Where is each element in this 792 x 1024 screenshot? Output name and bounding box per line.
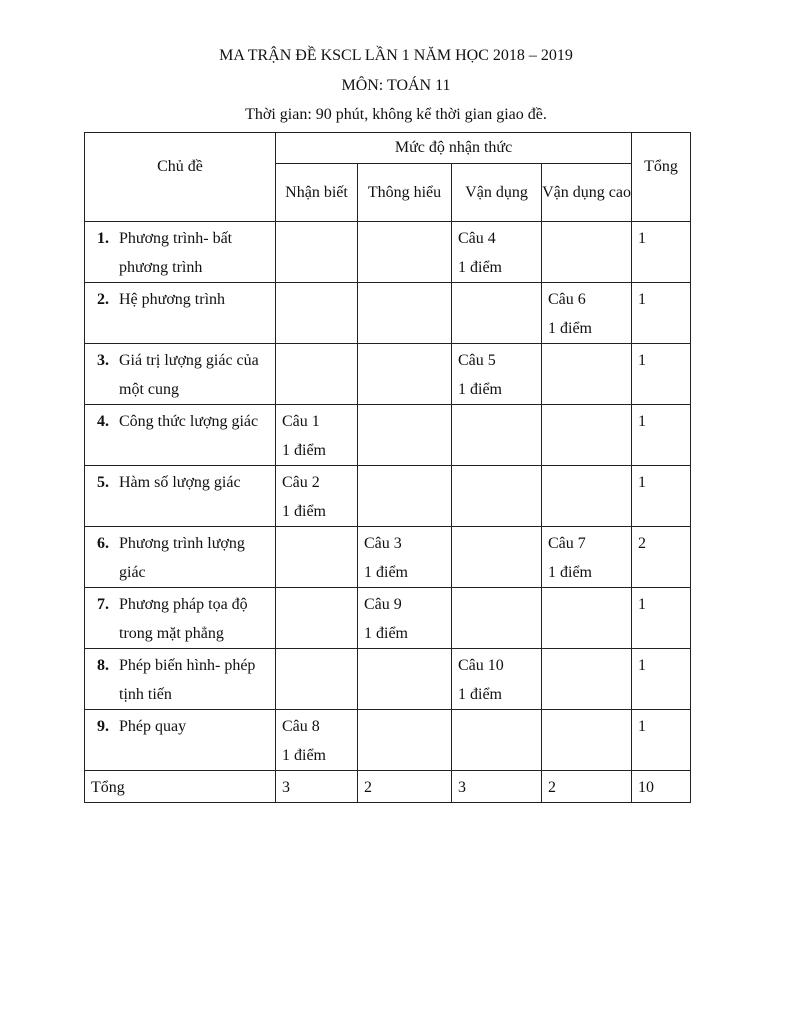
cell-recognize: [276, 344, 358, 405]
row-total-value: 1: [638, 596, 647, 613]
cell-apply: [452, 527, 542, 588]
level-total-value: 2: [548, 779, 556, 796]
topic-label: Phương trình lượng giác: [119, 535, 245, 581]
level-header-apply-high: Vận dụng cao: [542, 164, 632, 222]
cell-apply: [452, 344, 542, 405]
level-total-value: 2: [364, 779, 372, 796]
topic-number: 7.: [97, 596, 109, 613]
row-total-cell: [632, 588, 691, 649]
question-entry: [276, 649, 357, 651]
cell-recognize: [276, 710, 358, 771]
level-header-understand: Thông hiểu: [358, 164, 452, 222]
cell-recognize: [276, 222, 358, 283]
level-header-recognize: Nhận biết: [276, 164, 358, 222]
exam-matrix-table: [84, 132, 691, 803]
cell-apply: [452, 222, 542, 283]
table-row: [85, 649, 691, 710]
topic-cell: [85, 527, 276, 588]
table-row: [85, 588, 691, 649]
cell-understand: [358, 710, 452, 771]
level-total-cell: [452, 771, 542, 803]
row-total-value: 1: [638, 657, 647, 674]
cell-apply-high: [542, 344, 632, 405]
question-entry: Câu 7 1 điểm: [548, 535, 592, 581]
question-entry: [276, 283, 357, 285]
question-entry: [542, 588, 631, 590]
topic-number: 6.: [97, 535, 109, 552]
cell-apply: [452, 710, 542, 771]
row-total-cell: [632, 710, 691, 771]
cell-apply-high: [542, 649, 632, 710]
cell-recognize: [276, 649, 358, 710]
question-entry: [542, 222, 631, 224]
level-header-apply: Vận dụng: [452, 164, 542, 222]
cell-apply: [452, 405, 542, 466]
cell-recognize: [276, 405, 358, 466]
cell-understand: [358, 527, 452, 588]
topic-cell: [85, 466, 276, 527]
question-entry: Câu 6 1 điểm: [548, 291, 592, 337]
table-row: [85, 527, 691, 588]
question-entry: [452, 588, 541, 590]
question-entry: [358, 466, 451, 468]
total-row-label: [85, 771, 276, 803]
row-total-value: 1: [638, 291, 647, 308]
level-total-value: 3: [282, 779, 290, 796]
topic-cell: [85, 405, 276, 466]
topic-cell: [85, 344, 276, 405]
row-total-value: 1: [638, 718, 647, 735]
topic-number: 8.: [97, 657, 109, 674]
question-entry: [452, 405, 541, 407]
question-entry: Câu 2 1 điểm: [282, 474, 326, 520]
question-entry: Câu 5 1 điểm: [458, 352, 502, 398]
level-group-header: Mức độ nhận thức: [276, 133, 632, 164]
cell-recognize: [276, 588, 358, 649]
topic-cell: [85, 222, 276, 283]
document-title: MA TRẬN ĐỀ KSCL LẦN 1 NĂM HỌC 2018 – 2019: [219, 47, 573, 64]
topic-cell: [85, 710, 276, 771]
cell-apply-high: [542, 283, 632, 344]
topic-number: 1.: [97, 230, 109, 247]
time-line: Thời gian: 90 phút, không kể thời gian giao đề.: [245, 106, 547, 123]
row-total-value: 1: [638, 413, 647, 430]
table-row: [85, 222, 691, 283]
subject-line: MÔN: TOÁN 11: [341, 77, 451, 94]
table-row: [85, 344, 691, 405]
question-entry: [358, 649, 451, 651]
row-total-value: 1: [638, 230, 647, 247]
question-entry: Câu 1 1 điểm: [282, 413, 326, 459]
cell-apply-high: [542, 405, 632, 466]
question-entry: [358, 405, 451, 407]
total-row: [85, 771, 691, 803]
cell-understand: [358, 344, 452, 405]
grand-total-value: 10: [638, 779, 655, 796]
topic-number: 3.: [97, 352, 109, 369]
table-row: [85, 283, 691, 344]
grand-total-cell: [632, 771, 691, 803]
question-entry: [276, 527, 357, 529]
row-total-value: 1: [638, 352, 647, 369]
question-entry: [276, 222, 357, 224]
topic-number: 9.: [97, 718, 109, 735]
level-total-cell: [358, 771, 452, 803]
table-body: [85, 133, 691, 803]
cell-apply: [452, 283, 542, 344]
topic-cell: [85, 588, 276, 649]
row-total-value: 2: [638, 535, 647, 552]
cell-recognize: [276, 527, 358, 588]
question-entry: [276, 588, 357, 590]
cell-understand: [358, 649, 452, 710]
cell-apply-high: [542, 527, 632, 588]
level-total-cell: [542, 771, 632, 803]
cell-apply: [452, 649, 542, 710]
cell-apply: [452, 588, 542, 649]
row-total-cell: [632, 405, 691, 466]
question-entry: [452, 466, 541, 468]
table-row: [85, 710, 691, 771]
row-total-cell: [632, 222, 691, 283]
question-entry: [542, 466, 631, 468]
topic-label: Công thức lượng giác: [119, 413, 259, 430]
topic-label: Phương trình- bất phương trình: [119, 230, 233, 276]
cell-apply-high: [542, 588, 632, 649]
cell-understand: [358, 466, 452, 527]
cell-apply-high: [542, 466, 632, 527]
topic-cell: [85, 283, 276, 344]
cell-understand: [358, 222, 452, 283]
row-total-cell: [632, 649, 691, 710]
topic-number: 5.: [97, 474, 109, 491]
question-entry: Câu 3 1 điểm: [364, 535, 408, 581]
question-entry: [542, 649, 631, 651]
cell-recognize: [276, 466, 358, 527]
level-total-cell: [276, 771, 358, 803]
question-entry: [358, 344, 451, 346]
topic-label: Hàm số lượng giác: [119, 474, 241, 491]
cell-apply-high: [542, 710, 632, 771]
question-entry: Câu 9 1 điểm: [364, 596, 408, 642]
row-total-cell: [632, 283, 691, 344]
question-entry: Câu 10 1 điểm: [458, 657, 504, 703]
question-entry: [358, 283, 451, 285]
cell-understand: [358, 283, 452, 344]
cell-recognize: [276, 283, 358, 344]
question-entry: Câu 4 1 điểm: [458, 230, 502, 276]
topic-number: 4.: [97, 413, 109, 430]
question-entry: [452, 527, 541, 529]
topic-label: Phương pháp tọa độ trong mặt phẳng: [119, 596, 248, 642]
question-entry: [542, 344, 631, 346]
header-row-1: [85, 133, 691, 164]
row-total-cell: [632, 527, 691, 588]
table-row: [85, 466, 691, 527]
row-total-cell: [632, 466, 691, 527]
topic-label: Hệ phương trình: [119, 291, 226, 308]
topic-label: Giá trị lượng giác của một cung: [119, 352, 259, 398]
question-entry: [542, 710, 631, 712]
topic-label: Phép quay: [119, 718, 187, 735]
topic-header: Chủ đề: [85, 133, 276, 222]
question-entry: [276, 344, 357, 346]
topic-number: 2.: [97, 291, 109, 308]
total-header: Tổng: [632, 133, 691, 222]
question-entry: Câu 8 1 điểm: [282, 718, 326, 764]
level-total-value: 3: [458, 779, 466, 796]
question-entry: [542, 405, 631, 407]
total-row-label-text: Tổng: [91, 779, 125, 796]
topic-label: Phép biến hình- phép tịnh tiến: [119, 657, 256, 703]
question-entry: [358, 710, 451, 712]
row-total-value: 1: [638, 474, 647, 491]
row-total-cell: [632, 344, 691, 405]
question-entry: [452, 283, 541, 285]
question-entry: [452, 710, 541, 712]
cell-understand: [358, 588, 452, 649]
table-row: [85, 405, 691, 466]
question-entry: [358, 222, 451, 224]
cell-understand: [358, 405, 452, 466]
cell-apply-high: [542, 222, 632, 283]
topic-cell: [85, 649, 276, 710]
cell-apply: [452, 466, 542, 527]
